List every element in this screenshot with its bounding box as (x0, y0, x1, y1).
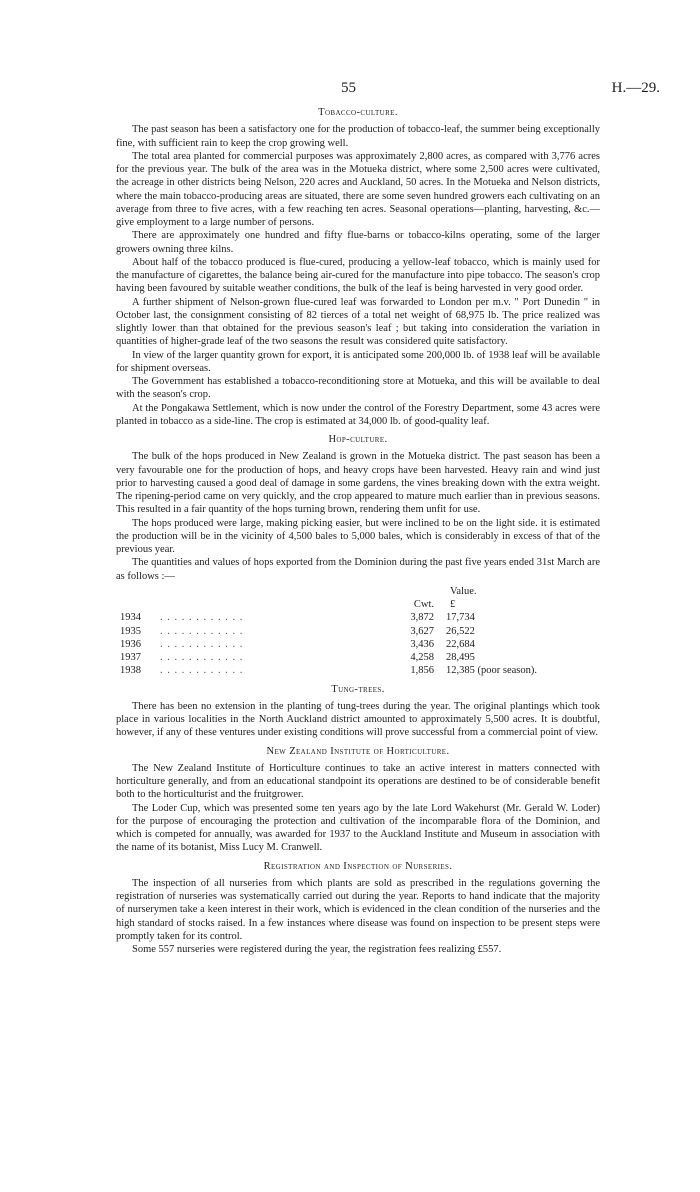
section-heading-tobacco: Tobacco-culture. (318, 107, 398, 118)
year-cell: 1938 (120, 665, 141, 677)
section-heading-nurseries: Registration and Inspection of Nurseries. (263, 860, 453, 872)
cwt-cell: 3,872 (410, 612, 434, 624)
column-header-value-unit: £ (450, 599, 456, 610)
paragraph: The quantities and values of hops exported from the Dominion during the past five years ended 31st March are as follows :— (116, 557, 600, 582)
paragraph: The New Zealand Institute of Horticulture continues to take an active interest in matters connected with horticulture generally, and from an educational standpoint its operations are destined to be of considerable benefit both to the horticulturist and the fruitgrower. (116, 762, 600, 801)
paragraph: About half of the tobacco produced is flue-cured, producing a yellow-leaf tobacco, which is mainly used for the manufacture of cigarettes, the balance being air-cured for the manufacture into pipe tobacco. The season's crop having been favoured by suitable weather conditions, the bulk of the leaf is being harvested in very good order. (116, 256, 600, 295)
dot-leader: . . . . . . . . . . . . (160, 625, 244, 637)
cwt-cell: 3,436 (410, 638, 434, 650)
value-cell (440, 664, 537, 677)
page-number: 55 (341, 80, 356, 96)
paragraph: Some 557 nurseries were registered during the year, the registration fees realizing £557. (132, 944, 502, 955)
document-reference: H.—29. (611, 80, 660, 96)
page-header (0, 80, 700, 100)
value-cell: 17,734 (446, 612, 475, 624)
column-header-cwt: Cwt. (413, 599, 434, 610)
value-text: 12,385 (446, 665, 475, 677)
year-cell: 1934 (120, 612, 141, 624)
dot-leader: . . . . . . . . . . . . (160, 652, 244, 663)
section-heading-institute: New Zealand Institute of Horticulture. (266, 745, 450, 757)
dot-leader: . . . . . . . . . . . . (160, 665, 244, 677)
year-cell: 1935 (120, 625, 141, 637)
value-cell: 28,495 (446, 652, 475, 663)
cwt-cell: 4,258 (410, 652, 434, 663)
dot-leader: . . . . . . . . . . . . (160, 612, 244, 624)
table-row (116, 625, 537, 638)
paragraph: The Government has established a tobacco-reconditioning store at Motueka, and this will be available to deal with the season's crop. (116, 376, 600, 401)
paragraph: The hops produced were large, making picking easier, but were inclined to be on the light side. it is estimated the production will be in the vicinity of 4,500 bales to 5,000 bales, which is considerably in excess of that of the previous year. (116, 517, 600, 555)
table-row (116, 664, 537, 677)
paragraph: The bulk of the hops produced in New Zealand is grown in the Motueka district. The past season has been a very favourable one for the production of hops, and heavy crops have been harvested. Heavy rain and wind just prior to harvesting caused a good deal of damage in some gardens, the vines breaking down with the extra weight. The ripening-period came on very quickly, and the crop appeared to mature much earlier than in previous seasons. This resulted in a fair quantity of the hops turning brown, rendering them unfit for use. (116, 451, 600, 516)
table-row (116, 611, 537, 624)
section-heading-tung: Tung-trees. (331, 683, 385, 695)
season-note: (poor season). (477, 665, 537, 677)
cwt-cell: 1,856 (410, 665, 434, 677)
paragraph: In view of the larger quantity grown for export, it is anticipated some 200,000 lb. of 1938 leaf will be available for shipment overseas. (116, 349, 600, 374)
paragraph: The inspection of all nurseries from which plants are sold as prescribed in the regulations governing the registration of nurseries was systematically carried out during the year. Reports to hand indicate that the majority of nurserymen take a keen interest in their work, which is evidenced in the clean condition of the nurseries and the high standard of stocks raised. In a few instances where disease was found on inspection to be present steps were promptly taken for its control. (116, 877, 600, 942)
value-cell: 22,684 (446, 638, 475, 650)
paragraph: At the Pongakawa Settlement, which is now under the control of the Forestry Department, some 43 acres were planted in tobacco as a side-line. The crop is estimated at 34,000 lb. of good-quality leaf. (116, 402, 600, 427)
dot-leader: . . . . . . . . . . . . (160, 638, 244, 650)
paragraph: The total area planted for commercial purposes was approximately 2,800 acres, as compared with 3,776 acres for the previous year. The bulk of the area was in the Motueka district, where some 2,500 acres were cultivated, the acreage in other districts being Nelson, 220 acres and Auckland, 50 acres. In the Motueka and Nelson districts, where the main tobacco-producing areas are situated, there are some seven hundred growers each cultivating on an average from three to five acres, with a few reaching ten acres. Seasonal operations—planting, harvesting, &c.—give employment to a large number of persons. (116, 150, 600, 228)
column-header-value: Value. (450, 585, 477, 597)
cwt-cell: 3,627 (410, 625, 434, 637)
paragraph: The Loder Cup, which was presented some ten years ago by the late Lord Wakehurst (Mr. Gerald W. Loder) for the purpose of encouraging the protection and cultivation of the incomparable flora of the Dominion, and which is competed for annually, was awarded for 1937 to the Auckland Institute and Museum in association with the name of its botanist, Miss Lucy M. Cranwell. (116, 802, 600, 854)
value-cell: 26,522 (446, 625, 475, 637)
paragraph: A further shipment of Nelson-grown flue-cured leaf was forwarded to London per m.v. " Port Dunedin " in October last, the consignment consisting of 82 tierces of a total net weight of 68,975 lb. The price realized was slightly lower than that obtained for the previous season's leaf ; but taking into consideration the variation in quantities of higher-grade leaf of the two seasons the result was considered quite satisfactory. (116, 296, 600, 348)
paragraph: There are approximately one hundred and fifty flue-barns or tobacco-kilns operating, some of the larger growers owning three kilns. (116, 230, 600, 255)
table-row (116, 638, 537, 651)
table-header-row (116, 598, 537, 611)
text-column (116, 106, 600, 956)
paragraph: There has been no extension in the planting of tung-trees during the year. The original plantings which took place in various localities in the North Auckland district amounted to approximately 5,500 acres. It is doubtful, however, if any of these ventures under existing conditions will prove successful from a commercial point of view. (116, 700, 600, 739)
column-header-cwt (366, 585, 440, 598)
hops-export-table (116, 585, 537, 678)
paragraph: The past season has been a satisfactory one for the production of tobacco-leaf, the summer being exceptionally fine, with sufficient rain to keep the crop growing well. (116, 124, 600, 149)
table-row (116, 651, 537, 664)
table-header-row (116, 585, 537, 598)
year-cell: 1937 (120, 652, 141, 663)
year-cell: 1936 (120, 638, 141, 650)
section-heading-hops: Hop-culture. (328, 434, 388, 445)
